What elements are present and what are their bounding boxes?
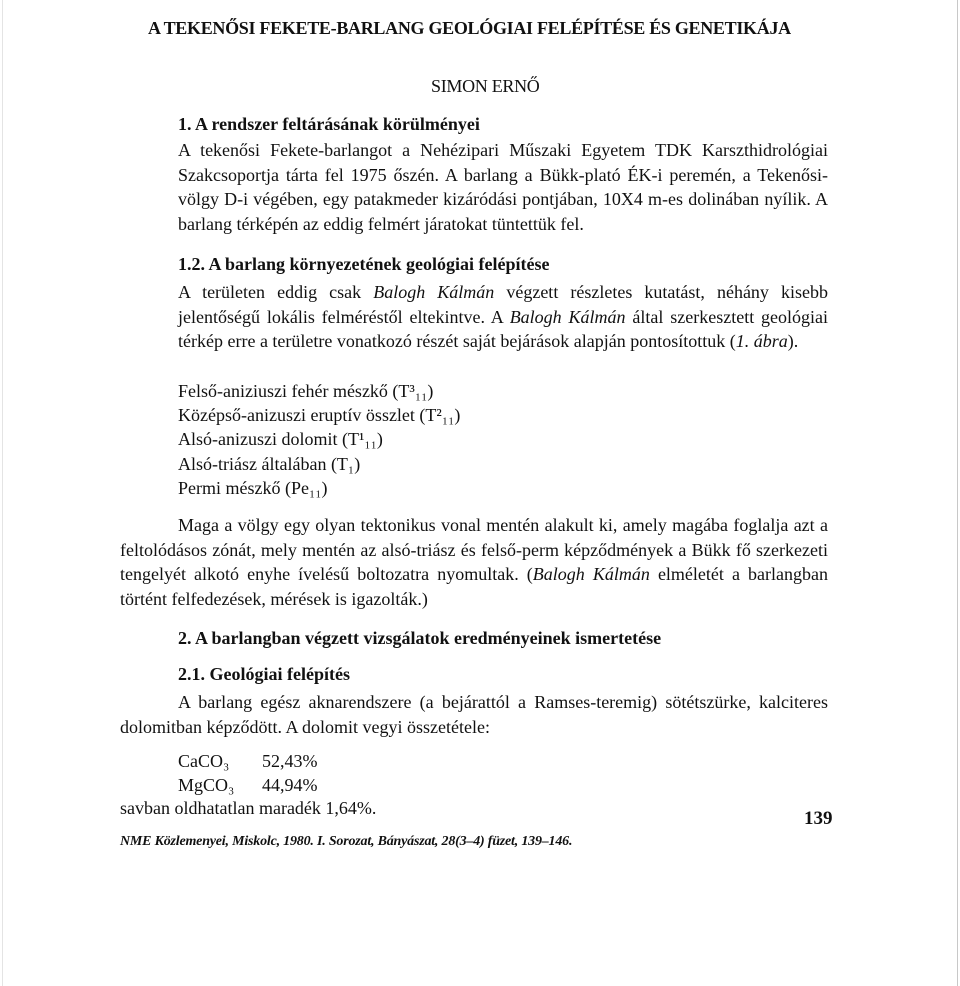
percentage: 52,43% [262, 751, 318, 771]
residue-text: savban oldhatatlan maradék 1,64%. [120, 798, 377, 818]
section-heading-2-1 [178, 664, 350, 685]
section-heading-2 [178, 628, 661, 649]
author-reference: Balogh Kálmán [373, 282, 495, 302]
section-1-2-paragraph [178, 280, 828, 354]
author-reference: Balogh Kálmán [532, 564, 650, 584]
text-run: A területen eddig csak [178, 282, 362, 302]
list-item: Alsó-anizuszi dolomit (T¹₁₁) [178, 429, 383, 450]
formula: CaCO₃ [178, 751, 230, 771]
scan-edge-line [957, 0, 958, 986]
text-run: által szerkesztett geológiai térkép erre a területre vonatkozó részét saját bejárások alapján pontosítottuk ( [178, 306, 829, 351]
scan-edge-line-left [2, 0, 3, 986]
section-2-1-paragraph [120, 690, 828, 739]
percentage: 44,94% [262, 775, 318, 795]
section-heading-1-2-text: 1.2. A barlang környezetének geológiai felépítése [178, 254, 550, 274]
section-heading-2-1-text: 2.1. Geológiai felépítés [178, 664, 350, 684]
list-item: Felső-aniziuszi fehér mészkő (T³₁₁) [178, 381, 434, 401]
composition-row [178, 773, 318, 797]
stratigraphy-list [178, 379, 460, 500]
composition-row [178, 749, 318, 773]
article-title: A TEKENŐSI FEKETE-BARLANG GEOLÓGIAI FELÉPÍTÉSE ÉS GENETIKÁJA [148, 18, 791, 38]
text-run: végzett részletes kutatást, néhány kisebb jelentőségű lokális felméréstől eltekintve. A [178, 282, 828, 327]
residue-line [120, 798, 376, 819]
section-heading-1-text: 1. A rendszer feltárásának körülményei [178, 114, 480, 134]
author-name: SIMON ERNŐ [431, 76, 540, 96]
section-1-paragraph [178, 138, 828, 236]
journal-footer: NME Közlemenyei, Miskolc, 1980. I. Sorozat, Bányászat, 28(3–4) füzet, 139–146. [120, 834, 573, 849]
section-heading-1 [178, 114, 480, 135]
page-number: 139 [804, 808, 833, 829]
list-item: Permi mészkő (Pe₁₁) [178, 477, 328, 498]
composition-table [178, 749, 318, 797]
section-heading-1-2 [178, 254, 549, 275]
section-1-text: A tekenősi Fekete-barlangot a Nehézipari Műszaki Egyetem TDK Karszthidrológiai Szakcsoportja tárta fel 1975 őszén. A barlang a Bükk-plató ÉK-i peremén, a Tekenősi-völgy D-i végében, egy patakmeder kizáródási pontjában, 10X4 m-es dolinában nyílik. A barlang térképén az eddig felmért járatokat tüntettük fel. [178, 140, 828, 234]
list-item: Alsó-triász általában (T₁) [178, 453, 361, 474]
text-run: Maga a völgy egy olyan tektonikus vonal mentén alakult ki, amely magába foglalja azt a feltolódásos zónát, mely mentén az alsó-triász és felső-perm képződmények a Bükk fő szerkezeti tengelyét alkotó enyhe ívelésű boltozatra nyomultak. ( [120, 515, 828, 584]
text-run: A barlang egész aknarendszere (a bejárattól a Ramses-teremig) sötétszürke, kalciteres dolomitban képződött. A dolomit vegyi összetétele: [120, 692, 828, 737]
valley-paragraph [120, 513, 828, 611]
author-reference: Balogh Kálmán [509, 306, 626, 327]
list-item: Középső-anizuszi eruptív összlet (T²₁₁) [178, 405, 461, 426]
formula: MgCO₃ [178, 775, 235, 795]
figure-reference: 1. ábra [735, 331, 788, 351]
text-run: ). [787, 331, 799, 351]
section-heading-2-text: 2. A barlangban végzett vizsgálatok eredményeinek ismertetése [178, 628, 662, 648]
text-run: elméletét a barlangban történt felfedezések, mérések is igazolták.) [120, 564, 828, 609]
